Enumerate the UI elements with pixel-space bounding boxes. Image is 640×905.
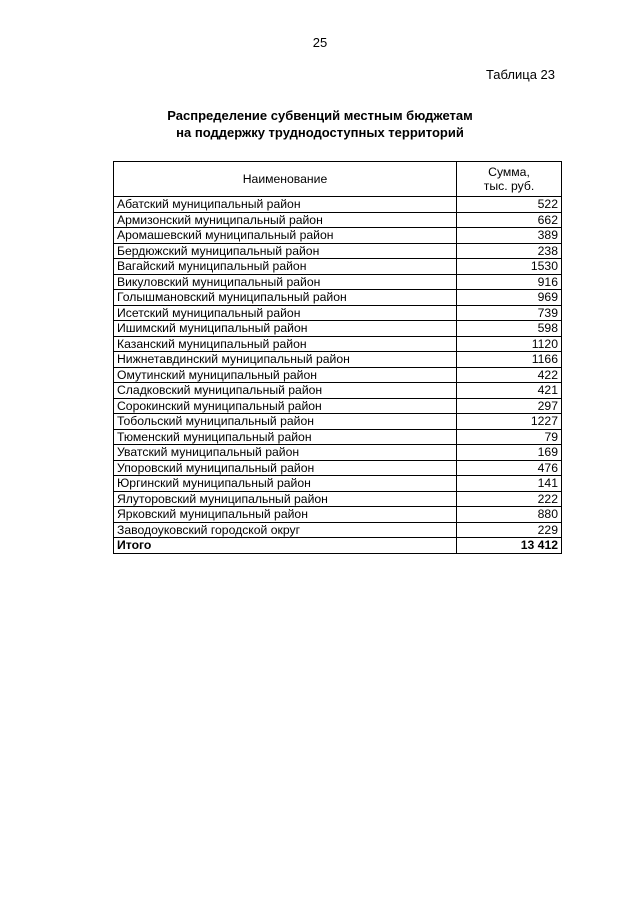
row-name: Голышмановский муниципальный район xyxy=(114,290,457,306)
row-value: 238 xyxy=(457,243,562,259)
row-name: Юргинский муниципальный район xyxy=(114,476,457,492)
row-name: Сладковский муниципальный район xyxy=(114,383,457,399)
row-value: 422 xyxy=(457,367,562,383)
table-row xyxy=(114,383,562,399)
row-name: Бердюжский муниципальный район xyxy=(114,243,457,259)
table-row xyxy=(114,212,562,228)
row-value: 969 xyxy=(457,290,562,306)
row-value: 662 xyxy=(457,212,562,228)
table-row xyxy=(114,522,562,538)
total-row xyxy=(114,538,562,554)
row-value: 739 xyxy=(457,305,562,321)
table-row xyxy=(114,259,562,275)
row-value: 1166 xyxy=(457,352,562,368)
table-row xyxy=(114,460,562,476)
row-value: 169 xyxy=(457,445,562,461)
row-name: Армизонский муниципальный район xyxy=(114,212,457,228)
table-row xyxy=(114,476,562,492)
header-name: Наименование xyxy=(114,162,457,197)
table-row xyxy=(114,197,562,213)
row-name: Ялуторовский муниципальный район xyxy=(114,491,457,507)
row-name: Казанский муниципальный район xyxy=(114,336,457,352)
table-row xyxy=(114,321,562,337)
subvention-table xyxy=(113,161,562,554)
table-row xyxy=(114,305,562,321)
table-row xyxy=(114,352,562,368)
table-row xyxy=(114,243,562,259)
table-header-row xyxy=(114,162,562,197)
row-name: Тюменский муниципальный район xyxy=(114,429,457,445)
table-row xyxy=(114,228,562,244)
row-name: Вагайский муниципальный район xyxy=(114,259,457,275)
row-name: Тобольский муниципальный район xyxy=(114,414,457,430)
total-label: Итого xyxy=(114,538,457,554)
table-row xyxy=(114,507,562,523)
row-value: 476 xyxy=(457,460,562,476)
row-value: 1120 xyxy=(457,336,562,352)
row-value: 79 xyxy=(457,429,562,445)
table-row xyxy=(114,367,562,383)
table-row xyxy=(114,274,562,290)
row-value: 598 xyxy=(457,321,562,337)
row-name: Ишимский муниципальный район xyxy=(114,321,457,337)
row-name: Абатский муниципальный район xyxy=(114,197,457,213)
title-line-2: на поддержку труднодоступных территорий xyxy=(176,125,464,140)
table-row xyxy=(114,398,562,414)
row-value: 141 xyxy=(457,476,562,492)
header-sum-line-1: Сумма, xyxy=(488,165,530,179)
table-label: Таблица 23 xyxy=(485,67,555,82)
row-name: Заводоуковский городской округ xyxy=(114,522,457,538)
row-value: 1530 xyxy=(457,259,562,275)
row-name: Упоровский муниципальный район xyxy=(114,460,457,476)
table-body xyxy=(114,197,562,554)
table-row xyxy=(114,336,562,352)
row-name: Ярковский муниципальный район xyxy=(114,507,457,523)
row-value: 222 xyxy=(457,491,562,507)
header-sum xyxy=(457,162,562,197)
row-value: 1227 xyxy=(457,414,562,430)
row-name: Исетский муниципальный район xyxy=(114,305,457,321)
row-name: Сорокинский муниципальный район xyxy=(114,398,457,414)
row-name: Нижнетавдинский муниципальный район xyxy=(114,352,457,368)
table-row xyxy=(114,491,562,507)
title-line-1: Распределение субвенций местным бюджетам xyxy=(167,108,473,123)
row-value: 421 xyxy=(457,383,562,399)
table-row xyxy=(114,445,562,461)
row-value: 229 xyxy=(457,522,562,538)
row-name: Викуловский муниципальный район xyxy=(114,274,457,290)
row-name: Уватский муниципальный район xyxy=(114,445,457,461)
row-value: 916 xyxy=(457,274,562,290)
table-row xyxy=(114,414,562,430)
row-value: 297 xyxy=(457,398,562,414)
row-value: 522 xyxy=(457,197,562,213)
row-name: Омутинский муниципальный район xyxy=(114,367,457,383)
document-title xyxy=(0,107,640,141)
header-sum-line-2: тыс. руб. xyxy=(483,179,535,193)
table-row xyxy=(114,290,562,306)
row-value: 389 xyxy=(457,228,562,244)
row-name: Аромашевский муниципальный район xyxy=(114,228,457,244)
table-row xyxy=(114,429,562,445)
total-value: 13 412 xyxy=(457,538,562,554)
page-number: 25 xyxy=(312,35,328,50)
row-value: 880 xyxy=(457,507,562,523)
